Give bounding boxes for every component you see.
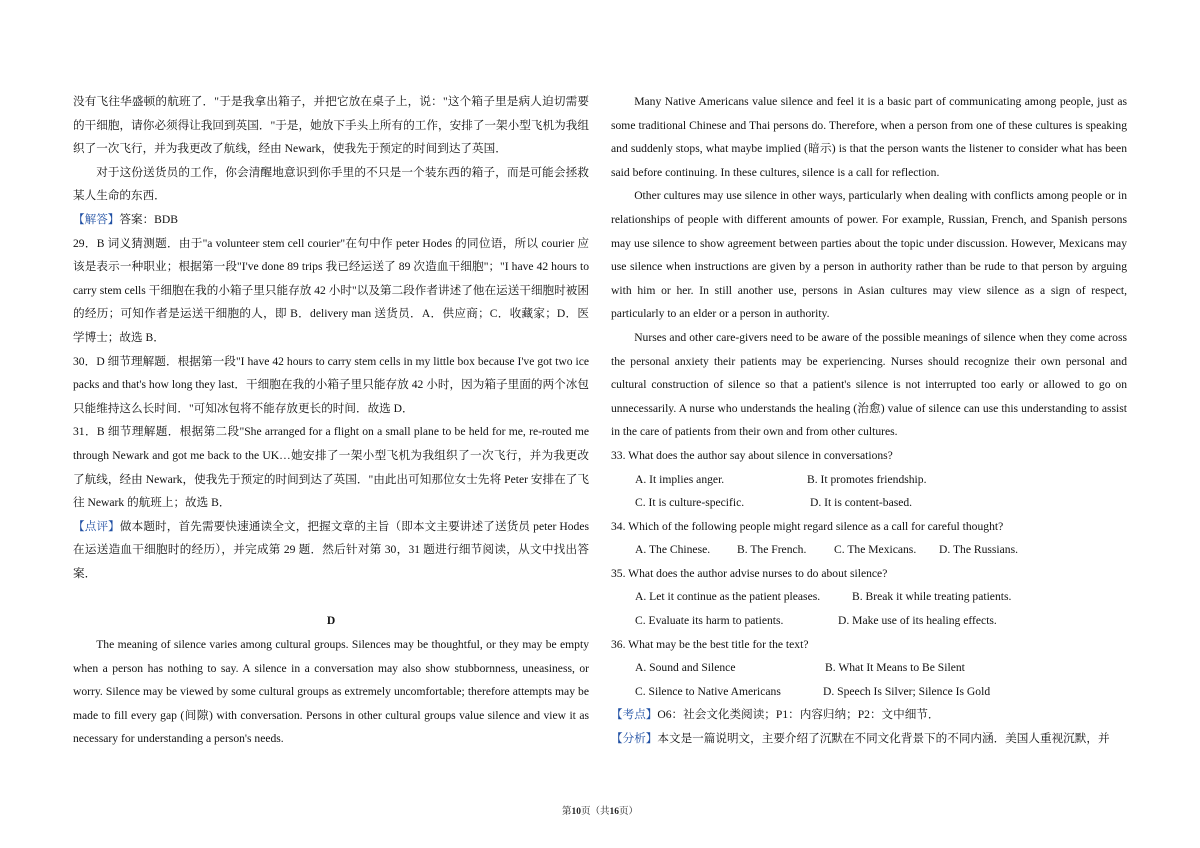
footer-page-number: 10: [571, 807, 581, 817]
option-36-c: C. Silence to Native Americans: [635, 684, 781, 698]
explanation-30: 30．D 细节理解题．根据第一段"I have 42 hours to carry stem cells in my little box because I've got two ice packs and that's how long they last．干细胞在我的小箱子里只能存放 42 小时，因为箱子里面的两个冰包只能维持这么长时间．"可知冰包将不能存放更长的时间．故选 D．: [73, 354, 589, 415]
question-35-options-row-2: [611, 609, 1127, 633]
option-33-d: D. It is content-based.: [810, 496, 913, 510]
question-33-options-row-1: [611, 468, 1127, 492]
answer-text: 答案：BDB: [119, 212, 179, 226]
footer-middle: 页（共: [580, 807, 610, 817]
question-34-stem: 34. Which of the following people might regard silence as a call for careful thought?: [611, 519, 1004, 533]
paragraph-courier-reflection: 对于这份送货员的工作，你会清醒地意识到你手里的不只是一个装东西的箱子，而是可能会拯救某人生命的东西．: [73, 165, 589, 203]
answer-mark: 【解答】: [73, 212, 120, 226]
question-35-stem: 35. What does the author advise nurses to do about silence?: [611, 566, 888, 580]
option-36-b: B. What It Means to Be Silent: [825, 661, 965, 675]
comment-mark: 【点评】: [73, 519, 120, 533]
option-36-a: A. Sound and Silence: [635, 661, 736, 675]
fenxi-line: [611, 727, 1127, 751]
question-35-options-row-1: [611, 585, 1127, 609]
section-heading-d: D: [326, 614, 336, 628]
kaodian-line: [611, 703, 1127, 727]
footer-prefix: 第: [561, 807, 572, 817]
question-33-options-row-2: [611, 491, 1127, 515]
option-34-b: B. The French.: [737, 543, 807, 557]
fenxi-text: 本文是一篇说明文，主要介绍了沉默在不同文化背景下的不同内涵．美国人重视沉默，并: [657, 732, 1110, 746]
option-34-a: A. The Chinese.: [635, 543, 711, 557]
option-34-c: C. The Mexicans.: [834, 543, 917, 557]
footer-suffix: 页）: [619, 807, 639, 817]
answer-line: [73, 208, 589, 232]
page-footer: [0, 803, 1200, 817]
option-35-b: B. Break it while treating patients.: [852, 590, 1012, 604]
comment-text: 做本题时，首先需要快速通读全文，把握文章的主旨（即本文主要讲述了送货员 peter Hodes 在运送造血干细胞时的经历），并完成第 29 题．然后针对第 30，31 题进行细节阅读，从文中找出答案．: [73, 519, 589, 580]
passage-d-paragraph-1: The meaning of silence varies among cultural groups. Silences may be thoughtful, or they may be empty when a person has nothing to say. A silence in a conversation may also show stubbornness, uneasiness, or worry. Silence may be viewed by some cultural groups as extremely uncomfortable; therefore attempts may be made to fill every gap (间隙) with conversation. Persons in other cultural groups value silence and view it as necessary for understanding a person's needs.: [73, 638, 589, 746]
passage-d-paragraph-2: Many Native Americans value silence and feel it is a basic part of communicating among people, just as some traditional Chinese and Thai persons do. Therefore, when a person from one of these cultures is speaking and suddenly stops, what maybe implied (暗示) is that the person wants the listener to consider what has been said before continuing. In these cultures, silence is a call for reflection.: [611, 95, 1127, 179]
option-35-d: D. Make use of its healing effects.: [838, 614, 997, 628]
question-33-stem: 33. What does the author say about silence in conversations?: [611, 448, 893, 462]
kaodian-text: O6：社会文化类阅读；P1：内容归纳；P2：文中细节．: [657, 708, 940, 722]
option-33-c: C. It is culture-specific.: [635, 496, 745, 510]
explanation-31: 31．B 细节理解题．根据第二段"She arranged for a flight on a small plane to be held for me, re-routed me through Newark and got me back to the UK…她安排了一架小型飞机为我组织了一次飞行，并为我更改了航线，经由 Newark，使我先于预定的时间到达了英国．"由此出可知那位女士先将 Peter 安排在了飞往 Newark 的航班上；故选 B．: [73, 425, 589, 510]
question-36-stem: 36. What may be the best title for the text?: [611, 637, 809, 651]
option-35-a: A. Let it continue as the patient pleases.: [635, 590, 821, 604]
option-33-b: B. It promotes friendship.: [807, 472, 927, 486]
question-36-options-row-2: [611, 680, 1127, 704]
option-36-d: D. Speech Is Silver; Silence Is Gold: [823, 684, 991, 698]
explanation-29: 29．B 词义猜测题．由于"a volunteer stem cell courier"在句中作 peter Hodes 的同位语，所以 courier 应该是表示一种职业；根据第一段"I've done 89 trips 我已经运送了 89 次造血干细胞"；"I have 42 hours to carry stem cells 干细胞在我的小箱子里只能存放 42 小时"以及第二段作者讲述了他在运送干细胞时被困的经历；可知作者是运送干细胞的人，即 B．delivery man 送货员．A．供应商；C．收藏家；D．医学博士；故选 B．: [73, 236, 589, 344]
right-column: [611, 90, 1127, 751]
question-34-options-row-1: [611, 538, 1127, 562]
option-35-c: C. Evaluate its harm to patients.: [635, 614, 784, 628]
fenxi-mark: 【分析】: [611, 732, 658, 746]
paragraph-flight: 没有飞往华盛顿的航班了．"于是我拿出箱子，并把它放在桌子上，说："这个箱子里是病人迫切需要的干细胞，请你必须得让我回到英国．"于是，她放下手头上所有的工作，安排了一架小型飞机为我组织了一次飞行，并为我更改了航线，经由 Newark，使我先于预定的时间到达了英国．: [73, 95, 589, 156]
kaodian-mark: 【考点】: [611, 708, 658, 722]
question-36-options-row-1: [611, 656, 1127, 680]
footer-total-pages: 16: [609, 807, 619, 817]
passage-d-paragraph-4: Nurses and other care-givers need to be aware of the possible meanings of silence when they come across the personal anxiety their patients may be experiencing. Nurses should recognize their own personal and cultural construction of silence so that a patient's silence is not interrupted too early or allowed to go on unnecessarily. A nurse who understands the healing (治愈) value of silence can use this understanding to assist in the care of patients from their own and from other cultures.: [611, 330, 1127, 439]
passage-d-paragraph-3: Other cultures may use silence in other ways, particularly when dealing with conflicts among people or in relationships of people with different amounts of power. For example, Russian, French, and Spanish persons may use silence to show agreement between parties about the topic under discussion. However, Mexicans may use silence when instructions are given by a person in authority rather than be rude to that person by arguing with him or her. In still another use, persons in Asian cultures may view silence as a sign of respect, particularly to an elder or a person in authority.: [611, 189, 1127, 321]
comment-line: [73, 515, 589, 586]
option-33-a: A. It implies anger.: [635, 472, 725, 486]
option-34-d: D. The Russians.: [939, 543, 1019, 557]
left-column: [73, 90, 589, 751]
